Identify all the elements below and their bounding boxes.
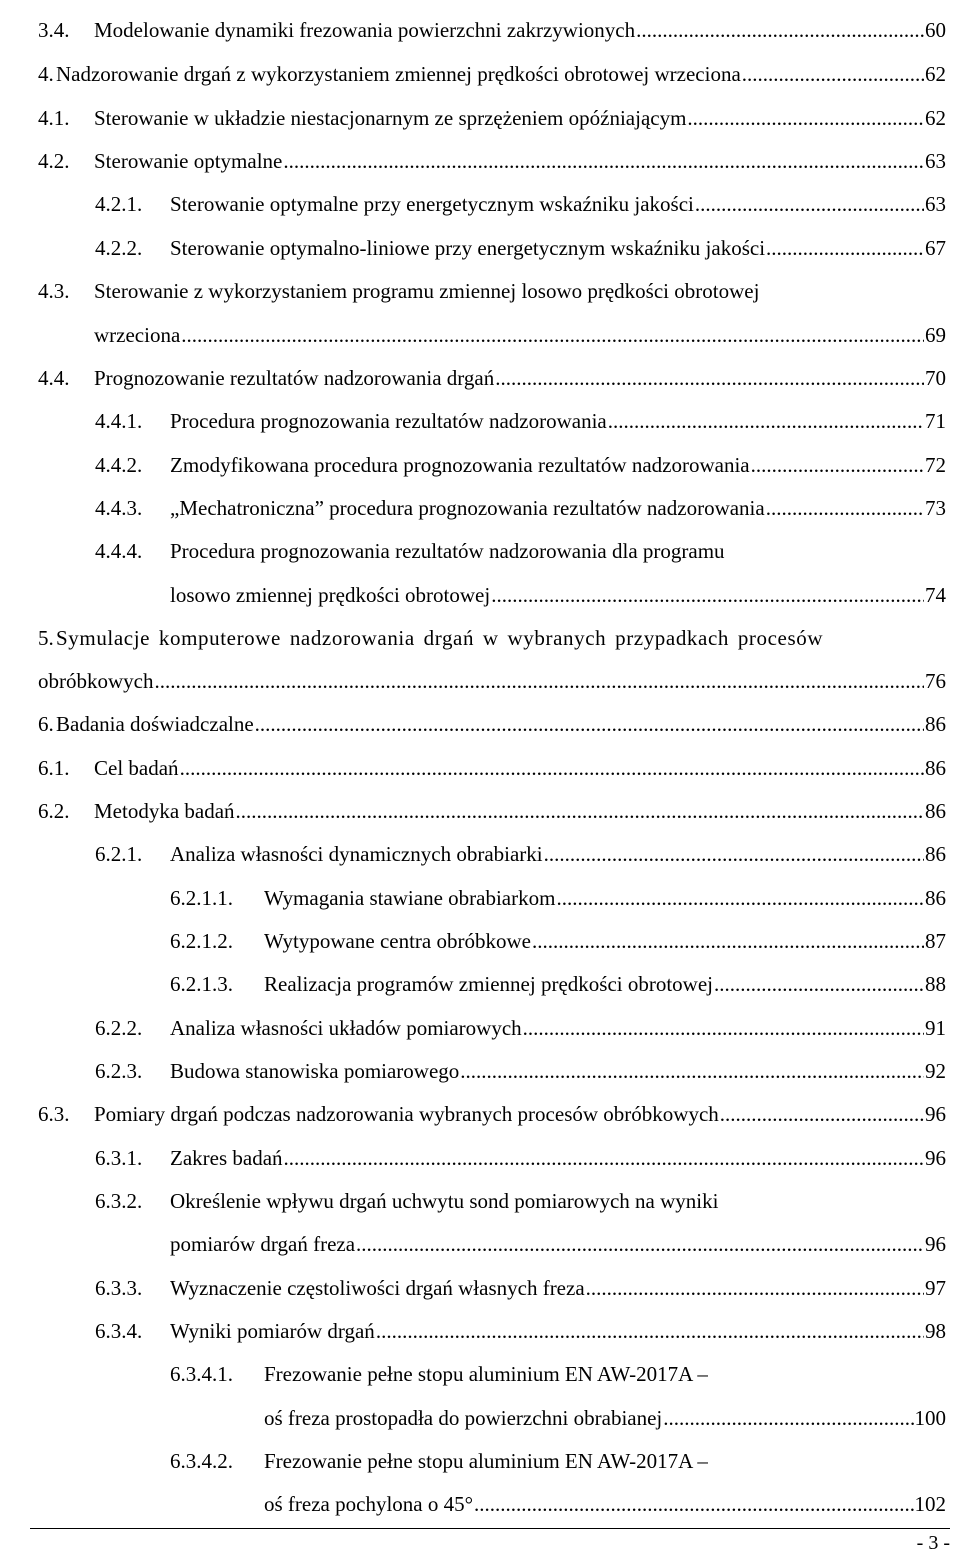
toc-entry-number: 4.3. — [38, 279, 70, 303]
toc-leader-dots — [460, 1049, 924, 1093]
toc-leader-dots — [376, 1309, 924, 1353]
toc-entry-line — [170, 399, 946, 443]
toc-entry-page: 86 — [925, 799, 946, 823]
toc-leader-dots — [532, 919, 924, 963]
toc-entry-page: 97 — [925, 1276, 946, 1300]
toc-entry-continuation[interactable] — [264, 1396, 946, 1440]
toc-entry-page: 86 — [925, 886, 946, 910]
toc-leader-dots — [356, 1222, 924, 1266]
toc-entry-line — [94, 269, 946, 313]
toc-entry-line — [56, 702, 946, 746]
toc-leader-dots — [586, 1266, 924, 1310]
toc-entry[interactable] — [38, 52, 946, 96]
toc-entry[interactable] — [95, 399, 946, 443]
toc-entry-title: Nadzorowanie drgań z wykorzystaniem zmiennej prędkości obrotowej wrzeciona — [56, 62, 741, 86]
toc-leader-dots — [255, 702, 924, 746]
toc-leader-dots — [180, 746, 924, 790]
toc-entry-number: 6.1. — [38, 756, 70, 780]
toc-entry-number: 6.2.2. — [95, 1016, 143, 1040]
toc-entry-number: 6.2. — [38, 799, 70, 823]
toc-entry[interactable] — [95, 1309, 946, 1353]
toc-entry-number: 4.4. — [38, 366, 70, 390]
toc-entry[interactable] — [38, 1092, 946, 1136]
toc-entry[interactable] — [95, 486, 946, 530]
toc-entry-line — [56, 52, 946, 96]
toc-entry-page: 91 — [925, 1016, 946, 1040]
toc-entry-title: Procedura prognozowania rezultatów nadzorowania dla programu — [170, 539, 725, 563]
toc-entry-title: Realizacja programów zmiennej prędkości obrotowej — [264, 972, 713, 996]
toc-entry-page: 76 — [925, 669, 946, 693]
toc-entry[interactable] — [170, 1352, 946, 1396]
toc-entry-title: Sterowanie optymalne przy energetycznym wskaźniku jakości — [170, 192, 694, 216]
toc-entry-line — [94, 8, 946, 52]
toc-entry-number: 4.4.1. — [95, 409, 143, 433]
toc-entry-line — [264, 876, 946, 920]
toc-entry-line — [264, 962, 946, 1006]
toc-entry-page: 86 — [925, 842, 946, 866]
toc-entry-page: 87 — [925, 929, 946, 953]
toc-entry-title: Procedura prognozowania rezultatów nadzorowania — [170, 409, 607, 433]
toc-entry-line — [94, 1092, 946, 1136]
toc-entry-title: Wyznaczenie częstoliwości drgań własnych freza — [170, 1276, 585, 1300]
toc-entry-title: Określenie wpływu drgań uchwytu sond pomiarowych na wyniki — [170, 1189, 719, 1213]
toc-entry-page: 73 — [925, 496, 946, 520]
toc-entry[interactable] — [95, 1006, 946, 1050]
toc-entry-title: Wytypowane centra obróbkowe — [264, 929, 531, 953]
toc-entry[interactable] — [95, 1049, 946, 1093]
toc-entry-title: Sterowanie optymalne — [94, 149, 283, 173]
toc-entry-page: 96 — [925, 1102, 946, 1126]
toc-entry-title: Modelowanie dynamiki frezowania powierzchni zakrzywionych — [94, 18, 636, 42]
toc-entry-continuation[interactable] — [264, 1482, 946, 1526]
toc-entry-page: 72 — [925, 453, 946, 477]
toc-entry-title: Wyniki pomiarów drgań — [170, 1319, 375, 1343]
toc-entry-continuation[interactable] — [170, 1222, 946, 1266]
toc-entry-line — [170, 1222, 946, 1266]
toc-leader-dots — [720, 1092, 924, 1136]
toc-entry-line — [94, 356, 946, 400]
toc-leader-dots — [523, 1006, 924, 1050]
toc-leader-dots — [751, 443, 924, 487]
toc-leader-dots — [154, 659, 924, 703]
toc-entry-number: 6.2.1. — [95, 842, 143, 866]
toc-entry-page: 71 — [925, 409, 946, 433]
toc-entry-number: 6.3.3. — [95, 1276, 143, 1300]
toc-entry-page: 86 — [925, 756, 946, 780]
toc-entry-line — [264, 1439, 946, 1483]
toc-entry-page: 62 — [925, 62, 946, 86]
toc-entry-title: Zmodyfikowana procedura prognozowania rezultatów nadzorowania — [170, 453, 750, 477]
toc-entry-number: 6.3.4.2. — [170, 1449, 233, 1473]
toc-entry-line — [170, 1049, 946, 1093]
toc-leader-dots — [663, 1396, 913, 1440]
toc-entry[interactable] — [38, 616, 908, 660]
toc-entry[interactable] — [38, 269, 946, 313]
toc-entry-title-cont: oś freza prostopadła do powierzchni obrabianej — [264, 1406, 663, 1430]
toc-entry-line — [264, 1482, 946, 1526]
toc-entry-line — [264, 919, 946, 963]
toc-entry-page: 70 — [925, 366, 946, 390]
toc-entry[interactable] — [95, 1179, 946, 1223]
toc-entry-line — [170, 573, 946, 617]
toc-entry-title-cont: wrzeciona — [94, 323, 181, 347]
toc-entry-number: 6.2.3. — [95, 1059, 143, 1083]
toc-entry-line — [38, 659, 946, 703]
toc-entry[interactable] — [170, 919, 946, 963]
toc-entry-number: 4.4.3. — [95, 496, 143, 520]
toc-entry-number: 4.2. — [38, 149, 70, 173]
toc-entry-title: Budowa stanowiska pomiarowego — [170, 1059, 460, 1083]
toc-leader-dots — [608, 399, 924, 443]
toc-entry-number: 4.2.1. — [95, 192, 143, 216]
toc-entry-title: Frezowanie pełne stopu aluminium EN AW-2017A – — [264, 1362, 708, 1386]
toc-entry[interactable] — [95, 1136, 946, 1180]
toc-entry-number: 6.3. — [38, 1102, 70, 1126]
toc-entry-title: Zakres badań — [170, 1146, 283, 1170]
toc-entry-page: 98 — [925, 1319, 946, 1343]
toc-entry-line — [170, 226, 946, 270]
toc-entry-title: Cel badań — [94, 756, 179, 780]
toc-leader-dots — [495, 356, 924, 400]
toc-entry-title: Analiza własności układów pomiarowych — [170, 1016, 522, 1040]
toc-entry-page: 102 — [914, 1492, 946, 1516]
toc-entry[interactable] — [38, 746, 946, 790]
toc-entry[interactable] — [38, 139, 946, 183]
toc-entry-title: Frezowanie pełne stopu aluminium EN AW-2017A – — [264, 1449, 708, 1473]
toc-leader-dots — [181, 313, 924, 357]
toc-entry-number: 3.4. — [38, 18, 70, 42]
toc-entry-page: 96 — [925, 1232, 946, 1256]
toc-entry-number: 4.4.4. — [95, 539, 143, 563]
toc-entry-title: „Mechatroniczna” procedura prognozowania rezultatów nadzorowania — [170, 496, 765, 520]
toc-entry-line — [170, 182, 946, 226]
toc-entry-line — [94, 96, 946, 140]
toc-entry-line — [94, 139, 946, 183]
toc-entry-title: Pomiary drgań podczas nadzorowania wybranych procesów obróbkowych — [94, 1102, 719, 1126]
toc-entry-title-cont: losowo zmiennej prędkości obrotowej — [170, 583, 491, 607]
toc-entry-line — [94, 746, 946, 790]
toc-leader-dots — [556, 876, 924, 920]
toc-entry-continuation[interactable] — [38, 659, 946, 703]
toc-entry-page: 86 — [925, 712, 946, 736]
toc-entry[interactable] — [95, 443, 946, 487]
toc-entry-line — [170, 529, 946, 573]
toc-entry-page: 69 — [925, 323, 946, 347]
toc-leader-dots — [236, 789, 924, 833]
toc-entry-page: 62 — [925, 106, 946, 130]
toc-entry[interactable] — [95, 529, 946, 573]
toc-entry[interactable] — [95, 1266, 946, 1310]
toc-leader-dots — [695, 182, 924, 226]
page-number: - 3 - — [916, 1532, 950, 1554]
toc-entry[interactable] — [38, 702, 946, 746]
toc-entry-number: 4.1. — [38, 106, 70, 130]
toc-leader-dots — [491, 573, 924, 617]
toc-leader-dots — [742, 52, 924, 96]
toc-entry[interactable] — [38, 96, 946, 140]
toc-entry-page: 100 — [914, 1406, 946, 1430]
toc-entry-title: Metodyka badań — [94, 799, 235, 823]
toc-entry-line — [170, 486, 946, 530]
toc-entry-number: 6.2.1.3. — [170, 972, 233, 996]
toc-entry-title-cont: obróbkowych — [38, 669, 154, 693]
toc-entry-line — [56, 616, 908, 660]
toc-entry-title: Wymagania stawiane obrabiarkom — [264, 886, 556, 910]
toc-entry-page: 92 — [925, 1059, 946, 1083]
toc-entry-page: 63 — [925, 192, 946, 216]
toc-entry-number: 6.3.2. — [95, 1189, 143, 1213]
toc-entry-line — [264, 1352, 946, 1396]
toc-entry-number: 4.2.2. — [95, 236, 143, 260]
toc-entry-page: 63 — [925, 149, 946, 173]
toc-entry-page: 74 — [925, 583, 946, 607]
footer-divider — [30, 1528, 950, 1529]
toc-entry[interactable] — [38, 356, 946, 400]
toc-leader-dots — [687, 96, 924, 140]
toc-entry-number: 6. — [38, 712, 54, 736]
toc-leader-dots — [544, 832, 924, 876]
toc-entry-line — [264, 1396, 946, 1440]
toc-leader-dots — [283, 139, 924, 183]
toc-entry-title: Analiza własności dynamicznych obrabiarki — [170, 842, 543, 866]
toc-entry-number: 6.3.4. — [95, 1319, 143, 1343]
toc-entry-title: Prognozowanie rezultatów nadzorowania drgań — [94, 366, 495, 390]
toc-entry[interactable] — [38, 789, 946, 833]
toc-entry[interactable] — [170, 1439, 946, 1483]
toc-leader-dots — [766, 486, 924, 530]
toc-entry-page: 96 — [925, 1146, 946, 1170]
toc-entry-number: 4.4.2. — [95, 453, 143, 477]
toc-entry-line — [170, 443, 946, 487]
toc-leader-dots — [284, 1136, 924, 1180]
toc-entry-continuation[interactable] — [94, 313, 946, 357]
toc-entry-title: Badania doświadczalne — [56, 712, 254, 736]
toc-entry-line — [170, 1136, 946, 1180]
toc-entry-title: Sterowanie optymalno-liniowe przy energetycznym wskaźniku jakości — [170, 236, 766, 260]
toc-entry-line — [170, 1266, 946, 1310]
toc-entry-title-cont: pomiarów drgań freza — [170, 1232, 356, 1256]
toc-entry-number: 5. — [38, 626, 54, 650]
toc-entry-line — [170, 1309, 946, 1353]
toc-entry-page: 60 — [925, 18, 946, 42]
toc-entry-number: 6.2.1.2. — [170, 929, 233, 953]
toc-entry-number: 4. — [38, 62, 54, 86]
toc-leader-dots — [714, 962, 924, 1006]
toc-entry-line — [170, 1179, 946, 1223]
toc-entry[interactable] — [170, 962, 946, 1006]
toc-entry-page: 67 — [925, 236, 946, 260]
toc-entry-title: Sterowanie w układzie niestacjonarnym ze sprzężeniem opóźniającym — [94, 106, 687, 130]
toc-entry[interactable] — [95, 832, 946, 876]
toc-entry[interactable] — [38, 8, 946, 52]
toc-entry-line — [170, 832, 946, 876]
toc-entry-line — [94, 313, 946, 357]
toc-entry-title: Symulacje komputerowe nadzorowania drgań w wybranych przypadkach procesów — [56, 626, 824, 650]
toc-entry-title: Sterowanie z wykorzystaniem programu zmiennej losowo prędkości obrotowej — [94, 279, 760, 303]
toc-entry-line — [94, 789, 946, 833]
toc-entry-page: 88 — [925, 972, 946, 996]
toc-entry-number: 6.3.4.1. — [170, 1362, 233, 1386]
toc-entry-number: 6.2.1.1. — [170, 886, 233, 910]
toc-entry-number: 6.3.1. — [95, 1146, 143, 1170]
toc-leader-dots — [474, 1482, 914, 1526]
toc-entry[interactable] — [95, 226, 946, 270]
toc-leader-dots — [766, 226, 924, 270]
toc-entry[interactable] — [95, 182, 946, 226]
toc-entry[interactable] — [170, 876, 946, 920]
toc-entry-continuation[interactable] — [170, 573, 946, 617]
toc-entry-line — [170, 1006, 946, 1050]
toc-leader-dots — [636, 8, 924, 52]
toc-entry-title-cont: oś freza pochylona o 45° — [264, 1492, 473, 1516]
